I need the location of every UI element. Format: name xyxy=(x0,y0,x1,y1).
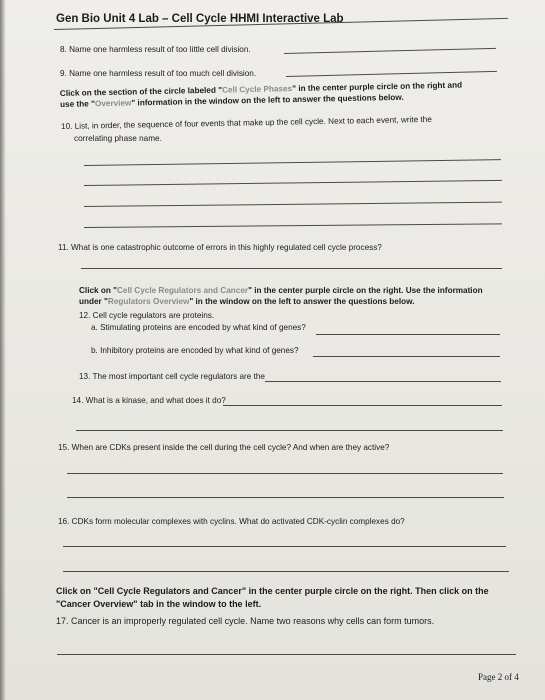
question-13: 13. The most important cell cycle regulators are the xyxy=(79,372,265,381)
worksheet-title: Gen Bio Unit 4 Lab – Cell Cycle HHMI Interactive Lab xyxy=(56,13,344,25)
answer-line-q10-3[interactable] xyxy=(84,202,502,207)
question-17: 17. Cancer is an improperly regulated cell cycle. Name two reasons why cells can form tumors. xyxy=(56,616,435,626)
answer-line-q10-2[interactable] xyxy=(84,180,502,186)
instruction-regulators: Click on "Cell Cycle Regulators and Cancer" in the center purple circle on the right. Use the information under "Regulators Overview" in the window on the left to answer the questions below. xyxy=(79,286,483,306)
question-8: 8. Name one harmless result of too little cell division. xyxy=(60,45,251,54)
question-14: 14. What is a kinase, and what does it do? xyxy=(72,396,226,405)
answer-line-q9[interactable] xyxy=(286,71,497,77)
answer-line-q15-1[interactable] xyxy=(67,473,503,474)
instruction-cell-cycle-phases: Click on the section of the circle labeled "Cell Cycle Phases" in the center purple circle on the right and use the "Overview" information in the window on the left to answer the questions below. xyxy=(59,80,463,109)
answer-line-q12b[interactable] xyxy=(313,356,500,357)
answer-line-q13[interactable] xyxy=(265,381,501,382)
question-9: 9. Name one harmless result of too much cell division. xyxy=(60,69,257,78)
answer-line-q15-2[interactable] xyxy=(67,497,504,498)
answer-line-q8[interactable] xyxy=(284,48,496,54)
question-10-cont: correlating phase name. xyxy=(74,134,162,143)
question-15: 15. When are CDKs present inside the cell during the cell cycle? And when are they active? xyxy=(58,443,390,452)
answer-line-q16-1[interactable] xyxy=(63,546,506,547)
page-edge-shadow xyxy=(0,0,6,700)
answer-line-q16-2[interactable] xyxy=(63,571,509,572)
question-12b: b. Inhibitory proteins are encoded by what kind of genes? xyxy=(91,346,299,355)
answer-line-q14-1[interactable] xyxy=(223,405,502,406)
question-10: 10. List, in order, the sequence of four events that make up the cell cycle. Next to each event, write the xyxy=(60,114,432,131)
question-12a: a. Stimulating proteins are encoded by what kind of genes? xyxy=(91,323,306,332)
page-number: Page 2 of 4 xyxy=(478,672,519,682)
answer-line-q17[interactable] xyxy=(57,654,516,655)
instruction-cancer-line2: "Cancer Overview" tab in the window to the left. xyxy=(56,599,262,609)
answer-line-q10-1[interactable] xyxy=(84,159,501,166)
answer-line-q12a[interactable] xyxy=(316,334,500,335)
question-12: 12. Cell cycle regulators are proteins. xyxy=(79,311,215,320)
answer-line-q10-4[interactable] xyxy=(84,223,502,228)
instruction-cancer-line1: Click on "Cell Cycle Regulators and Cancer" in the center purple circle on the right. Then click on the xyxy=(56,586,489,596)
answer-line-q14-2[interactable] xyxy=(76,430,503,431)
question-16: 16. CDKs form molecular complexes with cyclins. What do activated CDK-cyclin complexes do? xyxy=(58,517,405,526)
question-11: 11. What is one catastrophic outcome of errors in this highly regulated cell cycle process? xyxy=(58,243,382,252)
answer-line-q11[interactable] xyxy=(81,268,502,269)
